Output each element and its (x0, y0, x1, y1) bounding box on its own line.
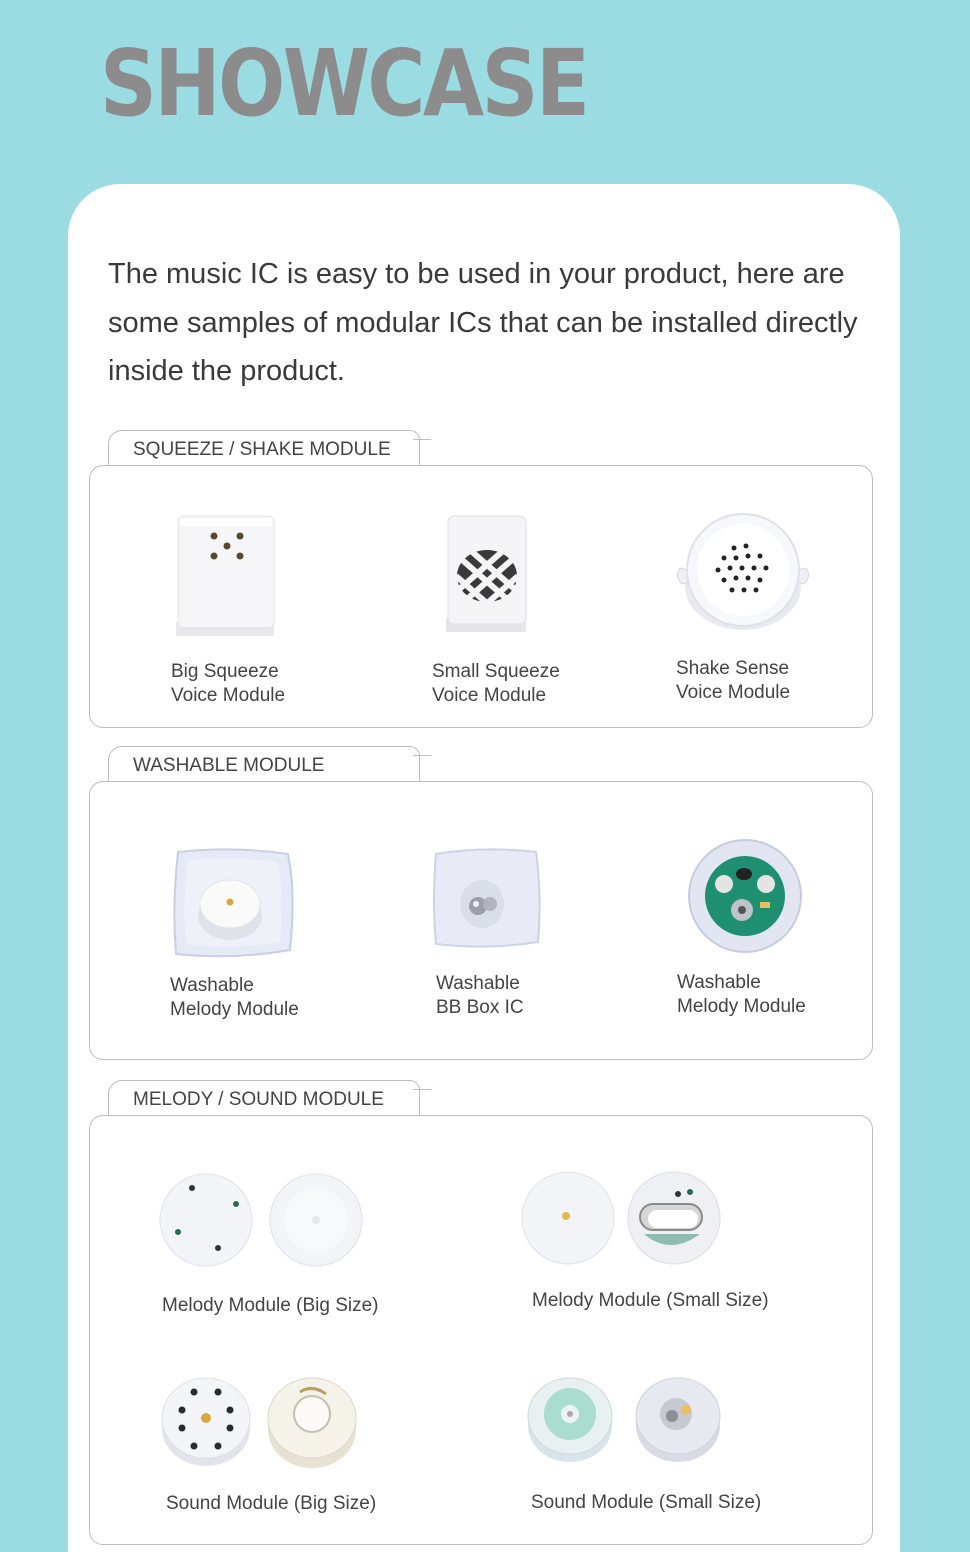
label-sound-big: Sound Module (Big Size) (166, 1493, 377, 1514)
label-small-squeeze: Small Squeeze Voice Module (432, 661, 560, 706)
intro-text: The music IC is easy to be used in your product, here are some samples of modular ICs that can be installed directly inside the product. (108, 258, 858, 387)
tab-melody-sound: MELODY / SOUND MODULE (108, 1080, 420, 1116)
melody-module-small-image (520, 1170, 724, 1268)
shake-sense-module-image (672, 512, 814, 634)
page-title: SHOWCASE (100, 30, 588, 137)
melody-module-big-image (158, 1170, 364, 1270)
small-squeeze-module-image (440, 514, 532, 636)
label-shake-sense: Shake Sense Voice Module (676, 658, 791, 703)
label-washable-melody: Washable Melody Module (170, 975, 299, 1020)
tab-washable: WASHABLE MODULE (108, 746, 420, 782)
big-squeeze-module-image (170, 512, 282, 640)
label-melody-small: Melody Module (Small Size) (532, 1290, 769, 1311)
washable-melody-module-2-image (684, 838, 806, 956)
label-melody-big: Melody Module (Big Size) (162, 1295, 379, 1316)
washable-melody-module-image (164, 844, 302, 962)
washable-bb-box-image (430, 846, 544, 952)
sound-module-small-image (526, 1370, 724, 1466)
label-big-squeeze: Big Squeeze Voice Module (171, 661, 286, 706)
sound-module-big-image (160, 1370, 360, 1470)
label-washable-melody-2: Washable Melody Module (677, 972, 806, 1017)
label-washable-bb-box: Washable BB Box IC (436, 973, 524, 1018)
tab-squeeze-shake: SQUEEZE / SHAKE MODULE (108, 430, 420, 466)
label-sound-small: Sound Module (Small Size) (531, 1492, 762, 1513)
